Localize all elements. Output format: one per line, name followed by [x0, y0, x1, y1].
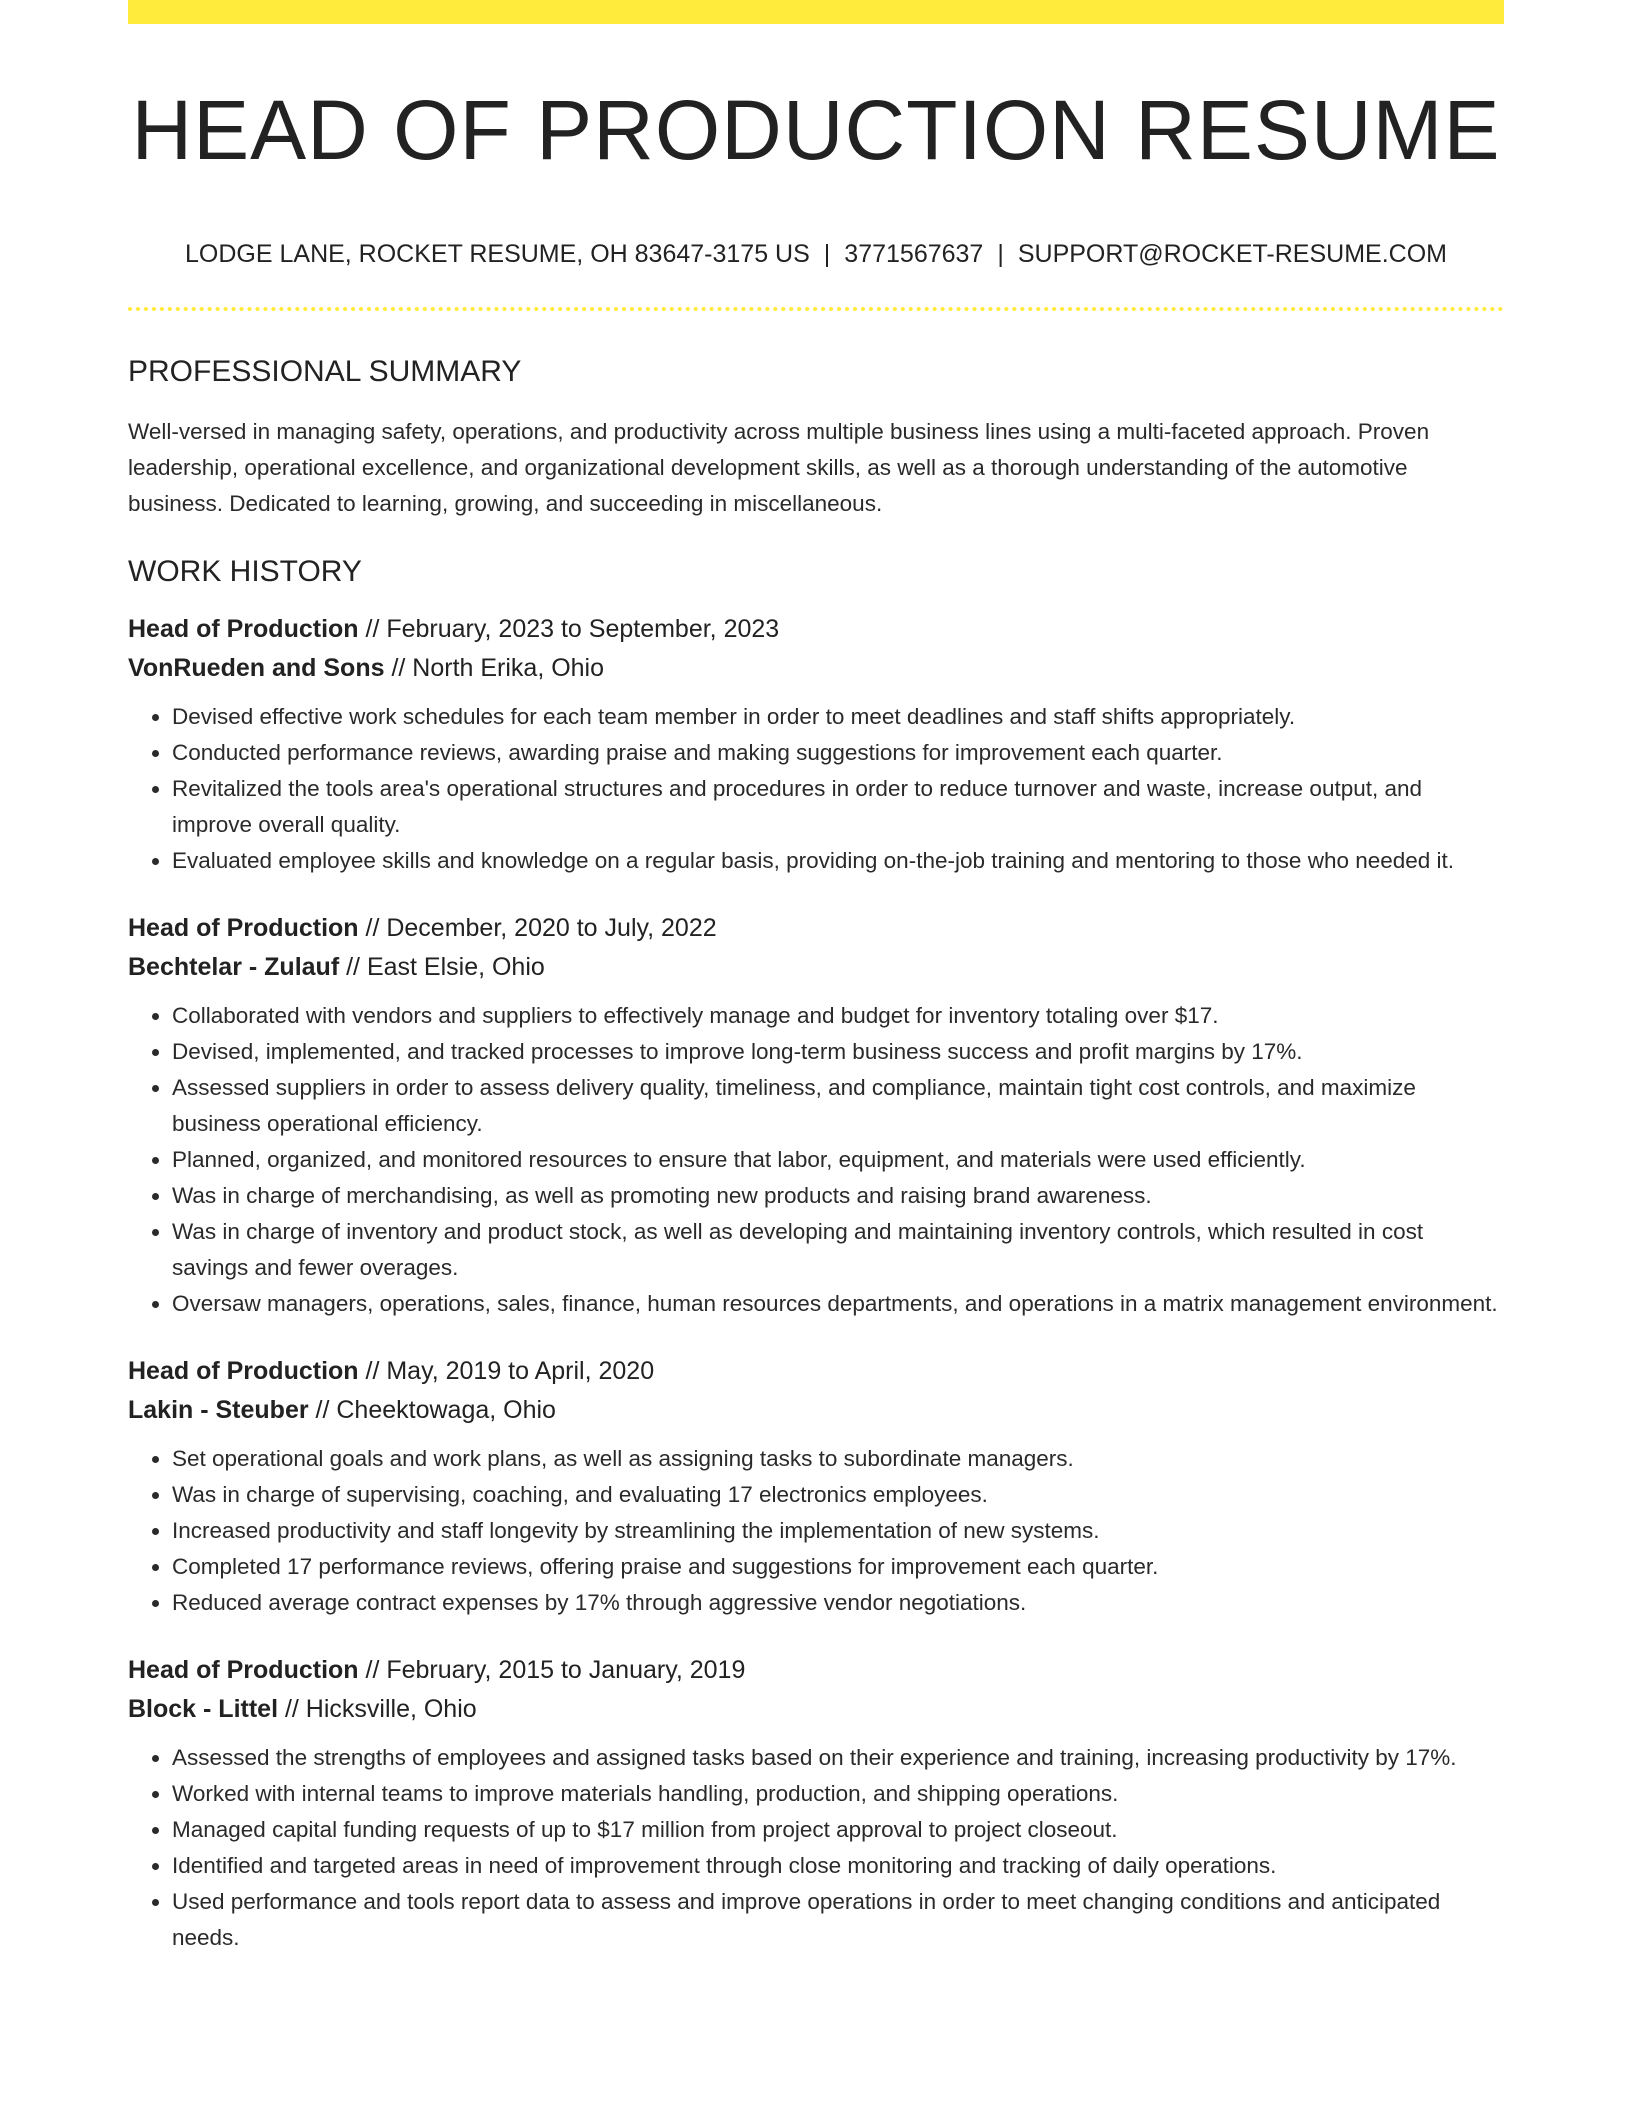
job-company-line: [128, 649, 1504, 688]
job-location: // North Erika, Ohio: [384, 654, 605, 682]
section-heading-summary: PROFESSIONAL SUMMARY: [128, 355, 522, 388]
job-company: Bechtelar - Zulauf: [128, 953, 340, 981]
contact-address: LODGE LANE, ROCKET RESUME, OH 83647-3175 US: [185, 240, 810, 268]
job-bullet: • Was in charge of merchandising, as well as promoting new products and raising brand awareness.: [172, 1178, 1504, 1214]
job-title-line: [128, 610, 1504, 649]
job-dates: // February, 2023 to September, 2023: [358, 615, 780, 643]
contact-email: SUPPORT@ROCKET-RESUME.COM: [1017, 240, 1447, 268]
contact-phone: 3771567637: [844, 240, 984, 268]
job-title: Head of Production: [128, 1357, 359, 1385]
job-dates: // May, 2019 to April, 2020: [358, 1357, 655, 1385]
professional-summary-section: [128, 352, 1504, 522]
job-bullet: • Oversaw managers, operations, sales, finance, human resources departments, and operations in a matrix management environment.: [172, 1286, 1504, 1322]
work-history-section: [128, 552, 1504, 1956]
resume-content: [128, 352, 1504, 1956]
job-entry: [128, 610, 1504, 879]
job-bullet: • Managed capital funding requests of up to $17 million from project approval to project closeout.: [172, 1812, 1504, 1848]
contact-separator: |: [823, 240, 831, 268]
job-dates: // December, 2020 to July, 2022: [358, 914, 717, 942]
resume-title: HEAD OF PRODUCTION RESUME: [131, 83, 1501, 177]
job-bullets: [128, 699, 1504, 879]
summary-text: Well-versed in managing safety, operations, and productivity across multiple business lines using a multi-faceted approach. Proven leadership, operational excellence, and organizational development skills, as well as a thorough understanding of the automotive business. Dedicated to learning, growing, and succeeding in miscellaneous.: [128, 419, 1430, 516]
job-company: Lakin - Steuber: [128, 1396, 309, 1424]
job-bullet: • Set operational goals and work plans, as well as assigning tasks to subordinate managers.: [172, 1441, 1504, 1477]
job-bullet: • Reduced average contract expenses by 17% through aggressive vendor negotiations.: [172, 1585, 1504, 1621]
job-entry: [128, 1651, 1504, 1956]
job-title: Head of Production: [128, 615, 359, 643]
job-bullet: • Collaborated with vendors and suppliers to effectively manage and budget for inventory totaling over $17.: [172, 998, 1504, 1034]
job-company-line: [128, 1690, 1504, 1729]
job-bullet: • Used performance and tools report data to assess and improve operations in order to meet changing conditions and anticipated needs.: [172, 1884, 1504, 1956]
job-bullet: • Assessed the strengths of employees and assigned tasks based on their experience and training, increasing productivity by 17%.: [172, 1740, 1504, 1776]
job-bullet: • Completed 17 performance reviews, offering praise and suggestions for improvement each quarter.: [172, 1549, 1504, 1585]
job-bullet: • Planned, organized, and monitored resources to ensure that labor, equipment, and materials were used efficiently.: [172, 1142, 1504, 1178]
job-title-line: [128, 1651, 1504, 1690]
job-bullet: • Revitalized the tools area's operational structures and procedures in order to reduce turnover and waste, increase output, and improve overall quality.: [172, 771, 1504, 843]
job-location: // Hicksville, Ohio: [278, 1695, 477, 1723]
section-heading-work-history: WORK HISTORY: [128, 555, 362, 588]
job-bullet: • Devised effective work schedules for each team member in order to meet deadlines and staff shifts appropriately.: [172, 699, 1504, 735]
job-entry: [128, 1352, 1504, 1621]
job-bullet: • Was in charge of supervising, coaching, and evaluating 17 electronics employees.: [172, 1477, 1504, 1513]
job-title-line: [128, 909, 1504, 948]
job-title-line: [128, 1352, 1504, 1391]
job-bullet: • Increased productivity and staff longevity by streamlining the implementation of new systems.: [172, 1513, 1504, 1549]
contact-line: [128, 238, 1504, 270]
job-bullet: • Was in charge of inventory and product stock, as well as developing and maintaining inventory controls, which resulted in cost savings and fewer overages.: [172, 1214, 1504, 1286]
job-entry: [128, 909, 1504, 1322]
job-location: // East Elsie, Ohio: [339, 953, 545, 981]
job-bullet: • Evaluated employee skills and knowledge on a regular basis, providing on-the-job training and mentoring to those who needed it.: [172, 843, 1504, 879]
job-title: Head of Production: [128, 914, 359, 942]
job-bullet: • Worked with internal teams to improve materials handling, production, and shipping operations.: [172, 1776, 1504, 1812]
job-title: Head of Production: [128, 1656, 359, 1684]
job-bullet: • Devised, implemented, and tracked processes to improve long-term business success and profit margins by 17%.: [172, 1034, 1504, 1070]
job-location: // Cheektowaga, Ohio: [308, 1396, 556, 1424]
job-bullets: [128, 998, 1504, 1322]
job-bullet: • Assessed suppliers in order to assess delivery quality, timeliness, and compliance, maintain tight cost controls, and maximize business operational efficiency.: [172, 1070, 1504, 1142]
job-company-line: [128, 948, 1504, 987]
job-company: VonRueden and Sons: [128, 654, 385, 682]
top-accent-bar: [128, 0, 1504, 24]
job-bullets: [128, 1740, 1504, 1956]
contact-separator: |: [997, 240, 1004, 268]
job-dates: // February, 2015 to January, 2019: [358, 1656, 746, 1684]
job-bullets: [128, 1441, 1504, 1621]
job-bullet: • Identified and targeted areas in need of improvement through close monitoring and tracking of daily operations.: [172, 1848, 1504, 1884]
dotted-divider: [128, 307, 1504, 311]
job-bullet: • Conducted performance reviews, awarding praise and making suggestions for improvement each quarter.: [172, 735, 1504, 771]
job-company: Block - Littel: [128, 1695, 279, 1723]
job-company-line: [128, 1391, 1504, 1430]
